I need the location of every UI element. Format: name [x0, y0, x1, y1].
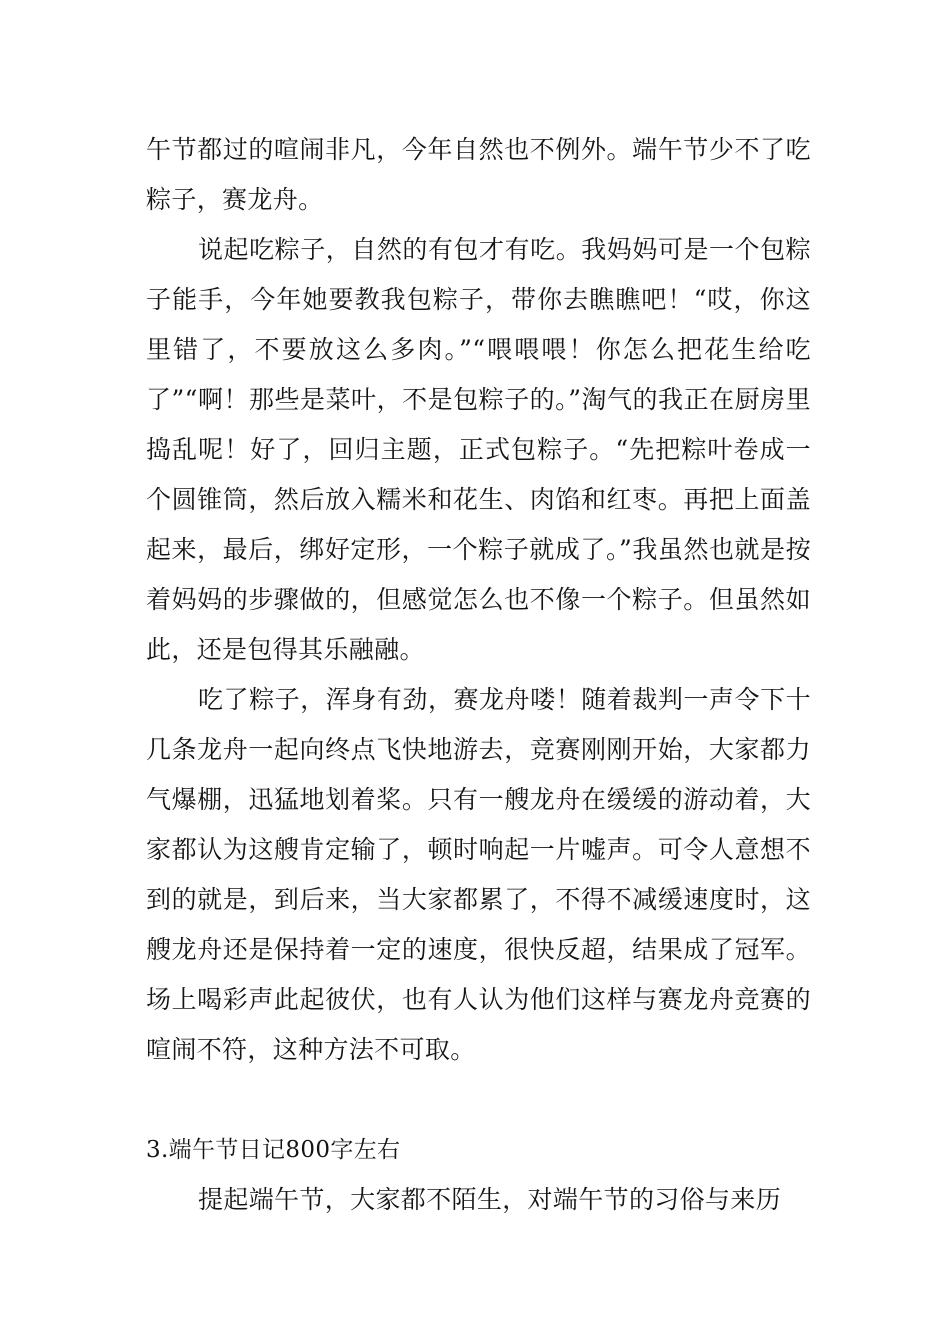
section-heading: 3.端午节日记800字左右	[146, 1137, 401, 1163]
document-body	[146, 125, 811, 1225]
paragraph-zongzi: 说起吃粽子，自然的有包才有吃。我妈妈可是一个包粽子能手，今年她要教我包粽子，带你去瞧瞧吧！“哎，你这里错了，不要放这么多肉。”“喂喂喂！你怎么把花生给吃了”“啊！那些是菜叶，不是包粽子的。”淘气的我正在厨房里捣乱呢！好了，回归主题，正式包粽子。“先把粽叶卷成一个圆锥筒，然后放入糯米和花生、肉馅和红枣。再把上面盖起来，最后，绑好定形，一个粽子就成了。”我虽然也就是按着妈妈的步骤做的，但感觉怎么也不像一个粽子。但虽然如此，还是包得其乐融融。	[146, 235, 811, 664]
paragraph-section-start: 提起端午节，大家都不陌生，对端午节的习俗与来历	[198, 1185, 782, 1214]
paragraph-dragon-boat: 吃了粽子，浑身有劲，赛龙舟喽！随着裁判一声令下十几条龙舟一起向终点飞快地游去，竞赛刚刚开始，大家都力气爆棚，迅猛地划着桨。只有一艘龙舟在缓缓的游动着，大家都认为这艘肯定输了，顿时响起一片嘘声。可令人意想不到的就是，到后来，当大家都累了，不得不减缓速度时，这艘龙舟还是保持着一定的速度，很快反超，结果成了冠军。场上喝彩声此起彼伏，也有人认为他们这样与赛龙舟竞赛的喧闹不符，这种方法不可取。	[146, 685, 811, 1064]
paragraph-continuation: 午节都过的喧闹非凡，今年自然也不例外。端午节少不了吃粽子，赛龙舟。	[146, 135, 811, 214]
